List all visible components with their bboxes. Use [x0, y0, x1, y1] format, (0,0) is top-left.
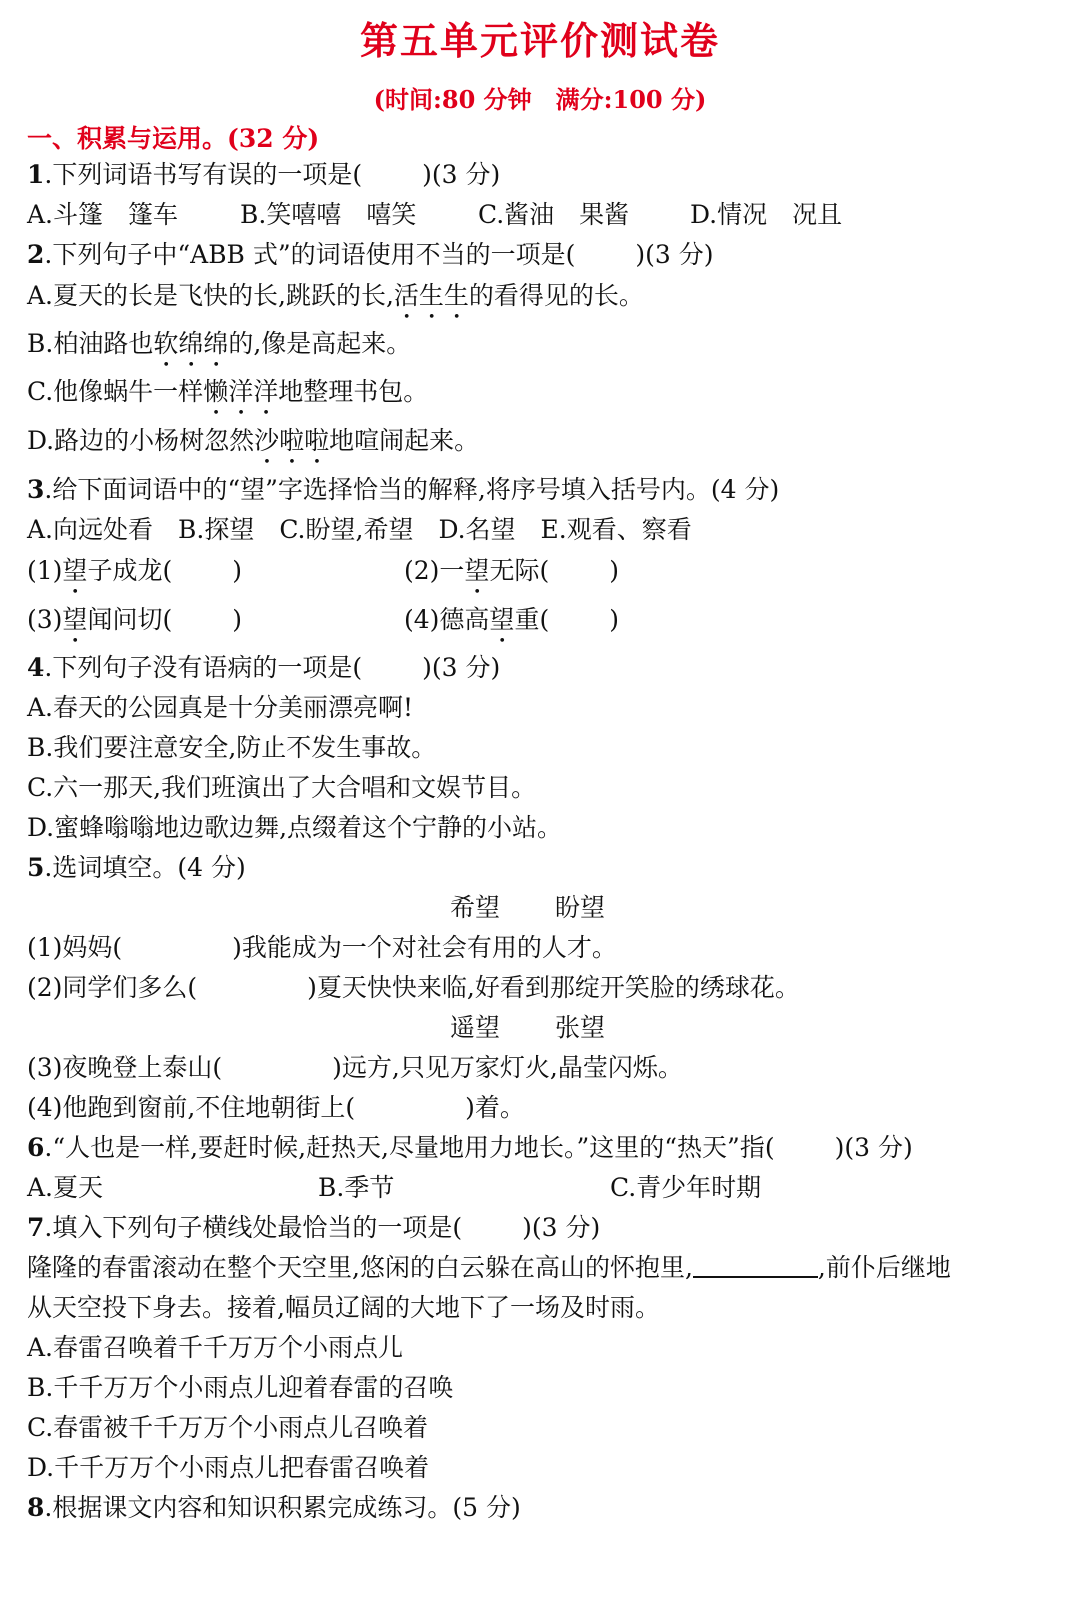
q7-passage-line-2: 从天空投下身去。接着,幅员辽阔的大地下了一场及时雨。 [27, 1293, 660, 1322]
q7-option-a: A.春雷召唤着千千万万个小雨点儿 [27, 1333, 404, 1362]
question-2-stem: 2.下列句子中“ABB 式”的词语使用不当的一项是( )(3 分) [27, 240, 714, 269]
question-number: 7 [27, 1213, 45, 1242]
q2-option-c: C.他像蜗牛一样懒洋洋地整理书包。 [27, 377, 429, 406]
page-subtitle: (时间:80 分钟 满分:100 分) [373, 85, 707, 114]
emphasized-word: 活生生 [393, 281, 469, 310]
question-8-stem: 8.根据课文内容和知识积累完成练习。(5 分) [27, 1493, 521, 1522]
question-number: 2 [27, 240, 45, 269]
q4-option-d: D.蜜蜂嗡嗡地边歌边舞,点缀着这个宁静的小站。 [27, 813, 563, 842]
question-number: 1 [27, 160, 45, 189]
q4-option-b: B.我们要注意安全,防止不发生事故。 [27, 733, 437, 762]
q1-option-c: C.酱油 果酱 [478, 200, 630, 229]
q5-sentence-3: (3)夜晚登上泰山( )远方,只见万家灯火,晶莹闪烁。 [27, 1053, 683, 1082]
emphasized-word: 软绵绵 [153, 329, 229, 358]
page-title: 第五单元评价测试卷 [359, 18, 720, 63]
q1-option-a: A.斗篷 篷车 [27, 200, 179, 229]
question-7-stem: 7.填入下列句子横线处最恰当的一项是( )(3 分) [27, 1213, 601, 1242]
q3-item-4: (4)德高望重( ) [404, 605, 619, 634]
q5-sentence-2: (2)同学们多么( )夏天快快来临,好看到那绽开笑脸的绣球花。 [27, 973, 800, 1002]
question-number: 3 [27, 475, 45, 504]
q2-option-a: A.夏天的长是飞快的长,跳跃的长,活生生的看得见的长。 [27, 281, 644, 310]
q2-option-d: D.路边的小杨树忽然沙啦啦地喧闹起来。 [27, 426, 480, 455]
q4-option-c: C.六一那天,我们班演出了大合唱和文娱节目。 [27, 773, 537, 802]
q1-option-d: D.情况 况且 [690, 200, 843, 229]
q5-sentence-4: (4)他跑到窗前,不住地朝街上( )着。 [27, 1093, 525, 1122]
question-1-stem: 1.下列词语书写有误的一项是( )(3 分) [27, 160, 501, 189]
fill-in-blank[interactable] [693, 1252, 818, 1278]
q4-option-a: A.春天的公园真是十分美丽漂亮啊! [27, 693, 414, 722]
q5-word-choice: 希望 [450, 893, 501, 922]
q3-item-2: (2)一望无际( ) [404, 556, 619, 585]
q5-sentence-1: (1)妈妈( )我能成为一个对社会有用的人才。 [27, 933, 617, 962]
q3-item-3: (3)望闻问切( ) [27, 605, 242, 634]
q2-option-b: B.柏油路也软绵绵的,像是高起来。 [27, 329, 412, 358]
question-number: 5 [27, 853, 45, 882]
q7-option-c: C.春雷被千千万万个小雨点儿召唤着 [27, 1413, 429, 1442]
emphasized-word: 沙啦啦 [254, 426, 330, 455]
question-5-stem: 5.选词填空。(4 分) [27, 853, 246, 882]
question-number: 4 [27, 653, 45, 682]
q3-options: A.向远处看 B.探望 C.盼望,希望 D.名望 E.观看、察看 [27, 515, 692, 544]
q6-option-b: B.季节 [318, 1173, 395, 1202]
q7-option-d: D.千千万万个小雨点儿把春雷召唤着 [27, 1453, 430, 1482]
question-number: 6 [27, 1133, 45, 1162]
question-3-stem: 3.给下面词语中的“望”字选择恰当的解释,将序号填入括号内。(4 分) [27, 475, 780, 504]
q6-option-c: C.青少年时期 [610, 1173, 762, 1202]
q6-option-a: A.夏天 [27, 1173, 104, 1202]
emphasized-word: 懒洋洋 [203, 377, 279, 406]
section-heading: 一、积累与运用。(32 分) [27, 124, 320, 153]
q7-passage-line-1: 隆隆的春雷滚动在整个天空里,悠闲的白云躲在高山的怀抱里, ,前仆后继地 [27, 1253, 951, 1282]
q5-word-choice: 遥望 [450, 1013, 501, 1042]
q5-word-choice: 盼望 [555, 893, 606, 922]
question-4-stem: 4.下列句子没有语病的一项是( )(3 分) [27, 653, 501, 682]
q1-option-b: B.笑嘻嘻 嘻笑 [240, 200, 417, 229]
q7-option-b: B.千千万万个小雨点儿迎着春雷的召唤 [27, 1373, 454, 1402]
question-number: 8 [27, 1493, 45, 1522]
q3-item-1: (1)望子成龙( ) [27, 556, 242, 585]
question-6-stem: 6.“人也是一样,要赶时候,赶热天,尽量地用力地长。”这里的“热天”指( )(3 分) [27, 1133, 913, 1162]
q5-word-choice: 张望 [555, 1013, 606, 1042]
